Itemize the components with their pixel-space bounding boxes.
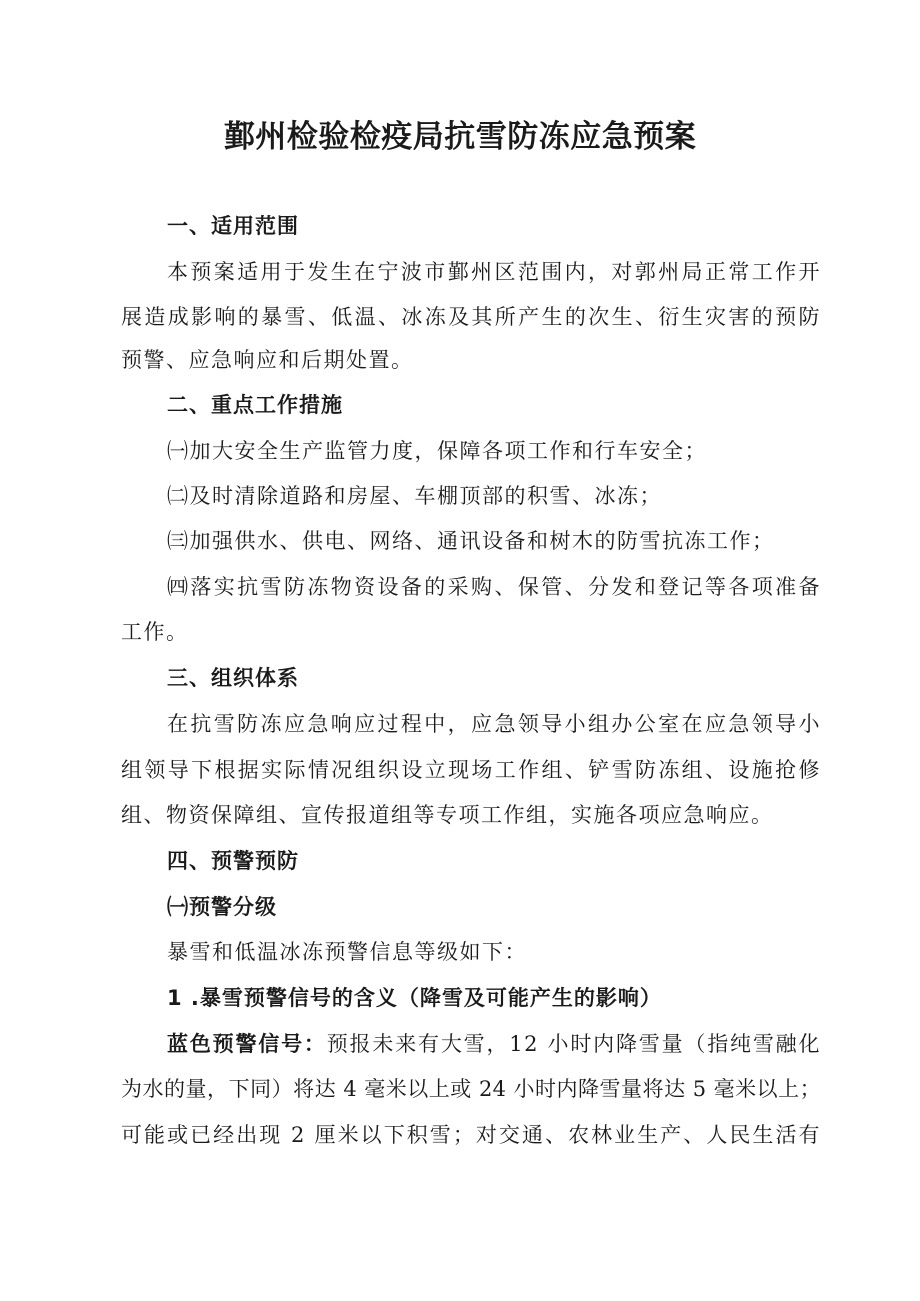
list-item: ㈡及时清除道路和房屋、车棚顶部的积雪、冰冻； [167,484,662,508]
blue-warning-label: 蓝色预警信号： [167,1032,327,1056]
section-heading-scope: 一、适用范围 [167,214,299,238]
paragraph-line: 展造成影响的暴雪、低温、冰冻及其所产生的次生、衍生灾害的预防 [121,305,821,329]
list-item-continuation: 工作。 [121,620,189,644]
subsection-heading-warning-levels: ㈠预警分级 [167,895,277,919]
paragraph-line: 组领导下根据实际情况组织设立现场工作组、铲雪防冻组、设施抢修 [121,758,821,782]
blue-warning-text: 预报未来有大雪，12 小时内降雪量（指纯雪融化 [326,1032,821,1056]
paragraph-line: 预警、应急响应和后期处置。 [121,348,414,372]
list-item: ㈠加大安全生产监管力度，保障各项工作和行车安全； [167,439,707,463]
paragraph-line: 为水的量，下同）将达 4 毫米以上或 24 小时内降雪量将达 5 毫米以上； [121,1077,821,1101]
paragraph-line [167,1029,821,1059]
paragraph-line: 组、物资保障组、宣传报道组等专项工作组，实施各项应急响应。 [121,803,774,827]
section-heading-organization: 三、组织体系 [167,666,299,690]
paragraph-line: 可能或已经出现 2 厘米以下积雪；对交通、农林业生产、人民生活有 [121,1123,821,1147]
numbered-heading: 1 .暴雪预警信号的含义（降雪及可能产生的影响） [167,986,662,1010]
list-item: ㈢加强供水、供电、网络、通讯设备和树木的防雪抗冻工作； [167,529,775,553]
section-heading-warning: 四、预警预防 [167,849,299,873]
section-heading-measures: 二、重点工作措施 [167,393,343,417]
paragraph-line: 在抗雪防冻应急响应过程中，应急领导小组办公室在应急领导小 [167,712,821,736]
document-title: 鄞州检验检疫局抗雪防冻应急预案 [223,119,697,155]
list-item: ㈣落实抗雪防冻物资设备的采购、保管、分发和登记等各项准备 [167,575,821,599]
paragraph-line: 本预案适用于发生在宁波市鄞州区范围内，对郭州局正常工作开 [167,260,821,284]
paragraph-line: 暴雪和低温冰冻预警信息等级如下： [167,940,527,964]
